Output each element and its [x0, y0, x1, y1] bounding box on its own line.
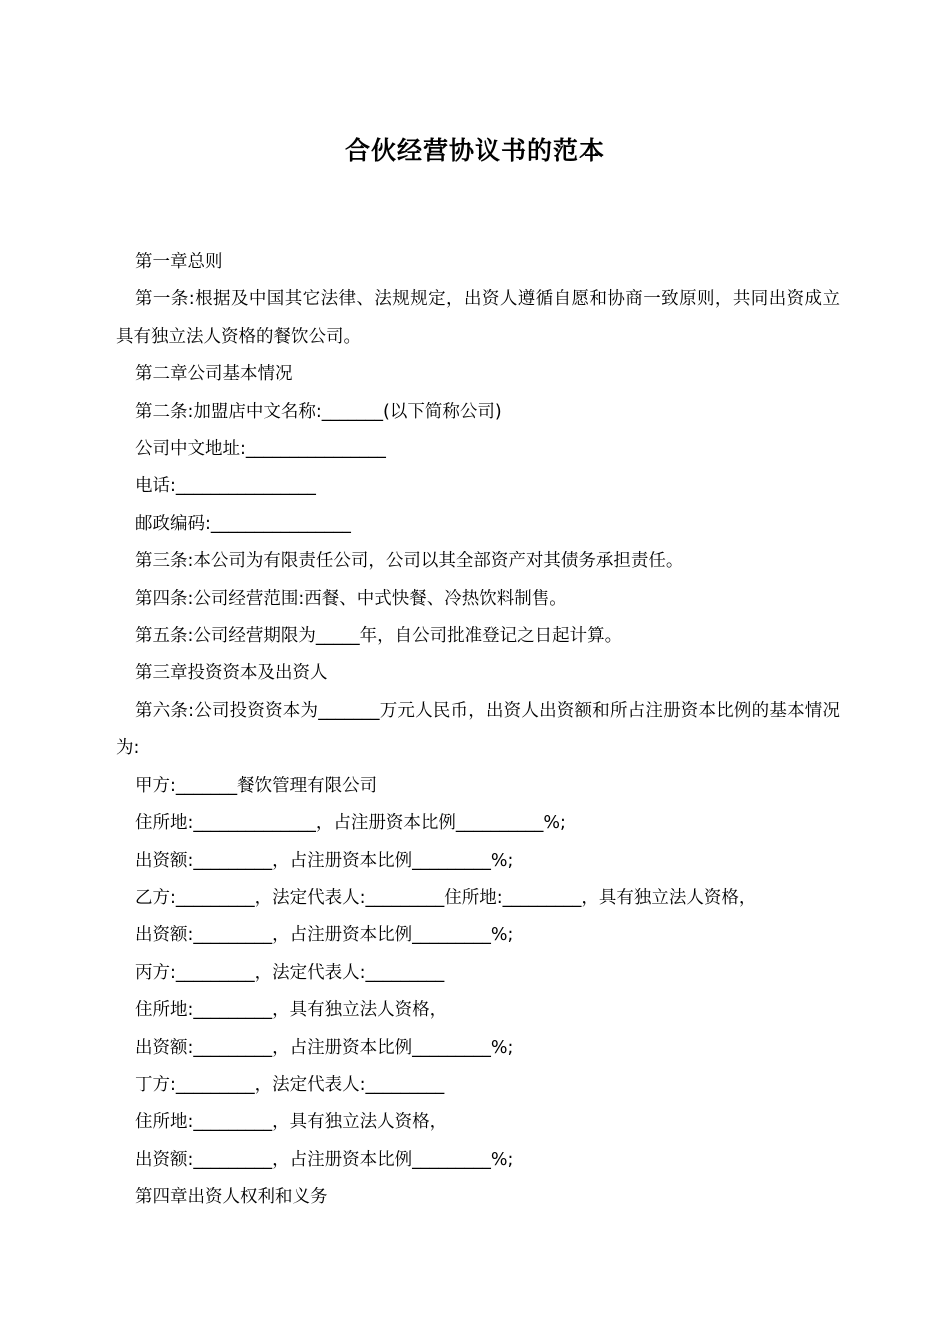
- article-paragraph: 第二条:加盟店中文名称:_______(以下简称公司): [135, 401, 502, 422]
- form-field-line: 邮政编码:________________: [135, 513, 351, 534]
- article-paragraph: 第六条:公司投资资本为_______万元人民币，出资人出资额和所占注册资本比例的基本情况为:: [116, 700, 840, 759]
- chapter-heading: 第四章出资人权利和义务: [135, 1187, 328, 1208]
- form-field-line: 住所地:______________，占注册资本比例__________%;: [135, 813, 566, 834]
- form-field-line: 出资额:_________，占注册资本比例_________%;: [135, 850, 514, 871]
- form-field-line: 出资额:_________，占注册资本比例_________%;: [135, 1037, 514, 1058]
- form-field-line: 甲方:_______餐饮管理有限公司: [135, 775, 378, 796]
- article-paragraph: 第一条:根据及中国其它法律、法规规定，出资人遵循自愿和协商一致原则，共同出资成立具有独立法人资格的餐饮公司。: [116, 289, 840, 347]
- chapter-heading: 第二章公司基本情况: [135, 364, 293, 385]
- chapter-heading: 第三章投资资本及出资人: [135, 663, 328, 684]
- article-paragraph: 第四条:公司经营范围:西餐、中式快餐、冷热饮料制售。: [135, 588, 567, 609]
- article-paragraph: 第三条:本公司为有限责任公司，公司以其全部资产对其债务承担责任。: [135, 551, 684, 572]
- form-field-line: 出资额:_________，占注册资本比例_________%;: [135, 1149, 514, 1170]
- document-title: 合伙经营协议书的范本: [344, 136, 605, 165]
- form-field-line: 住所地:_________，具有独立法人资格，: [135, 1000, 448, 1021]
- form-field-line: 住所地:_________，具有独立法人资格，: [135, 1112, 448, 1133]
- form-field-line: 电话:________________: [135, 476, 316, 497]
- form-field-line: 丁方:_________，法定代表人:_________: [135, 1074, 445, 1095]
- form-field-line: 公司中文地址:________________: [135, 439, 386, 460]
- chapter-heading: 第一章总则: [135, 252, 223, 272]
- form-field-line: 丙方:_________，法定代表人:_________: [135, 962, 445, 983]
- article-paragraph: 第五条:公司经营期限为_____年，自公司批准登记之日起计算。: [135, 626, 623, 647]
- document-body: [116, 244, 840, 1217]
- form-field-line: 出资额:_________，占注册资本比例_________%;: [135, 925, 514, 946]
- form-field-line: 乙方:_________，法定代表人:_________住所地:_________，具有独立法人资格，: [135, 887, 757, 908]
